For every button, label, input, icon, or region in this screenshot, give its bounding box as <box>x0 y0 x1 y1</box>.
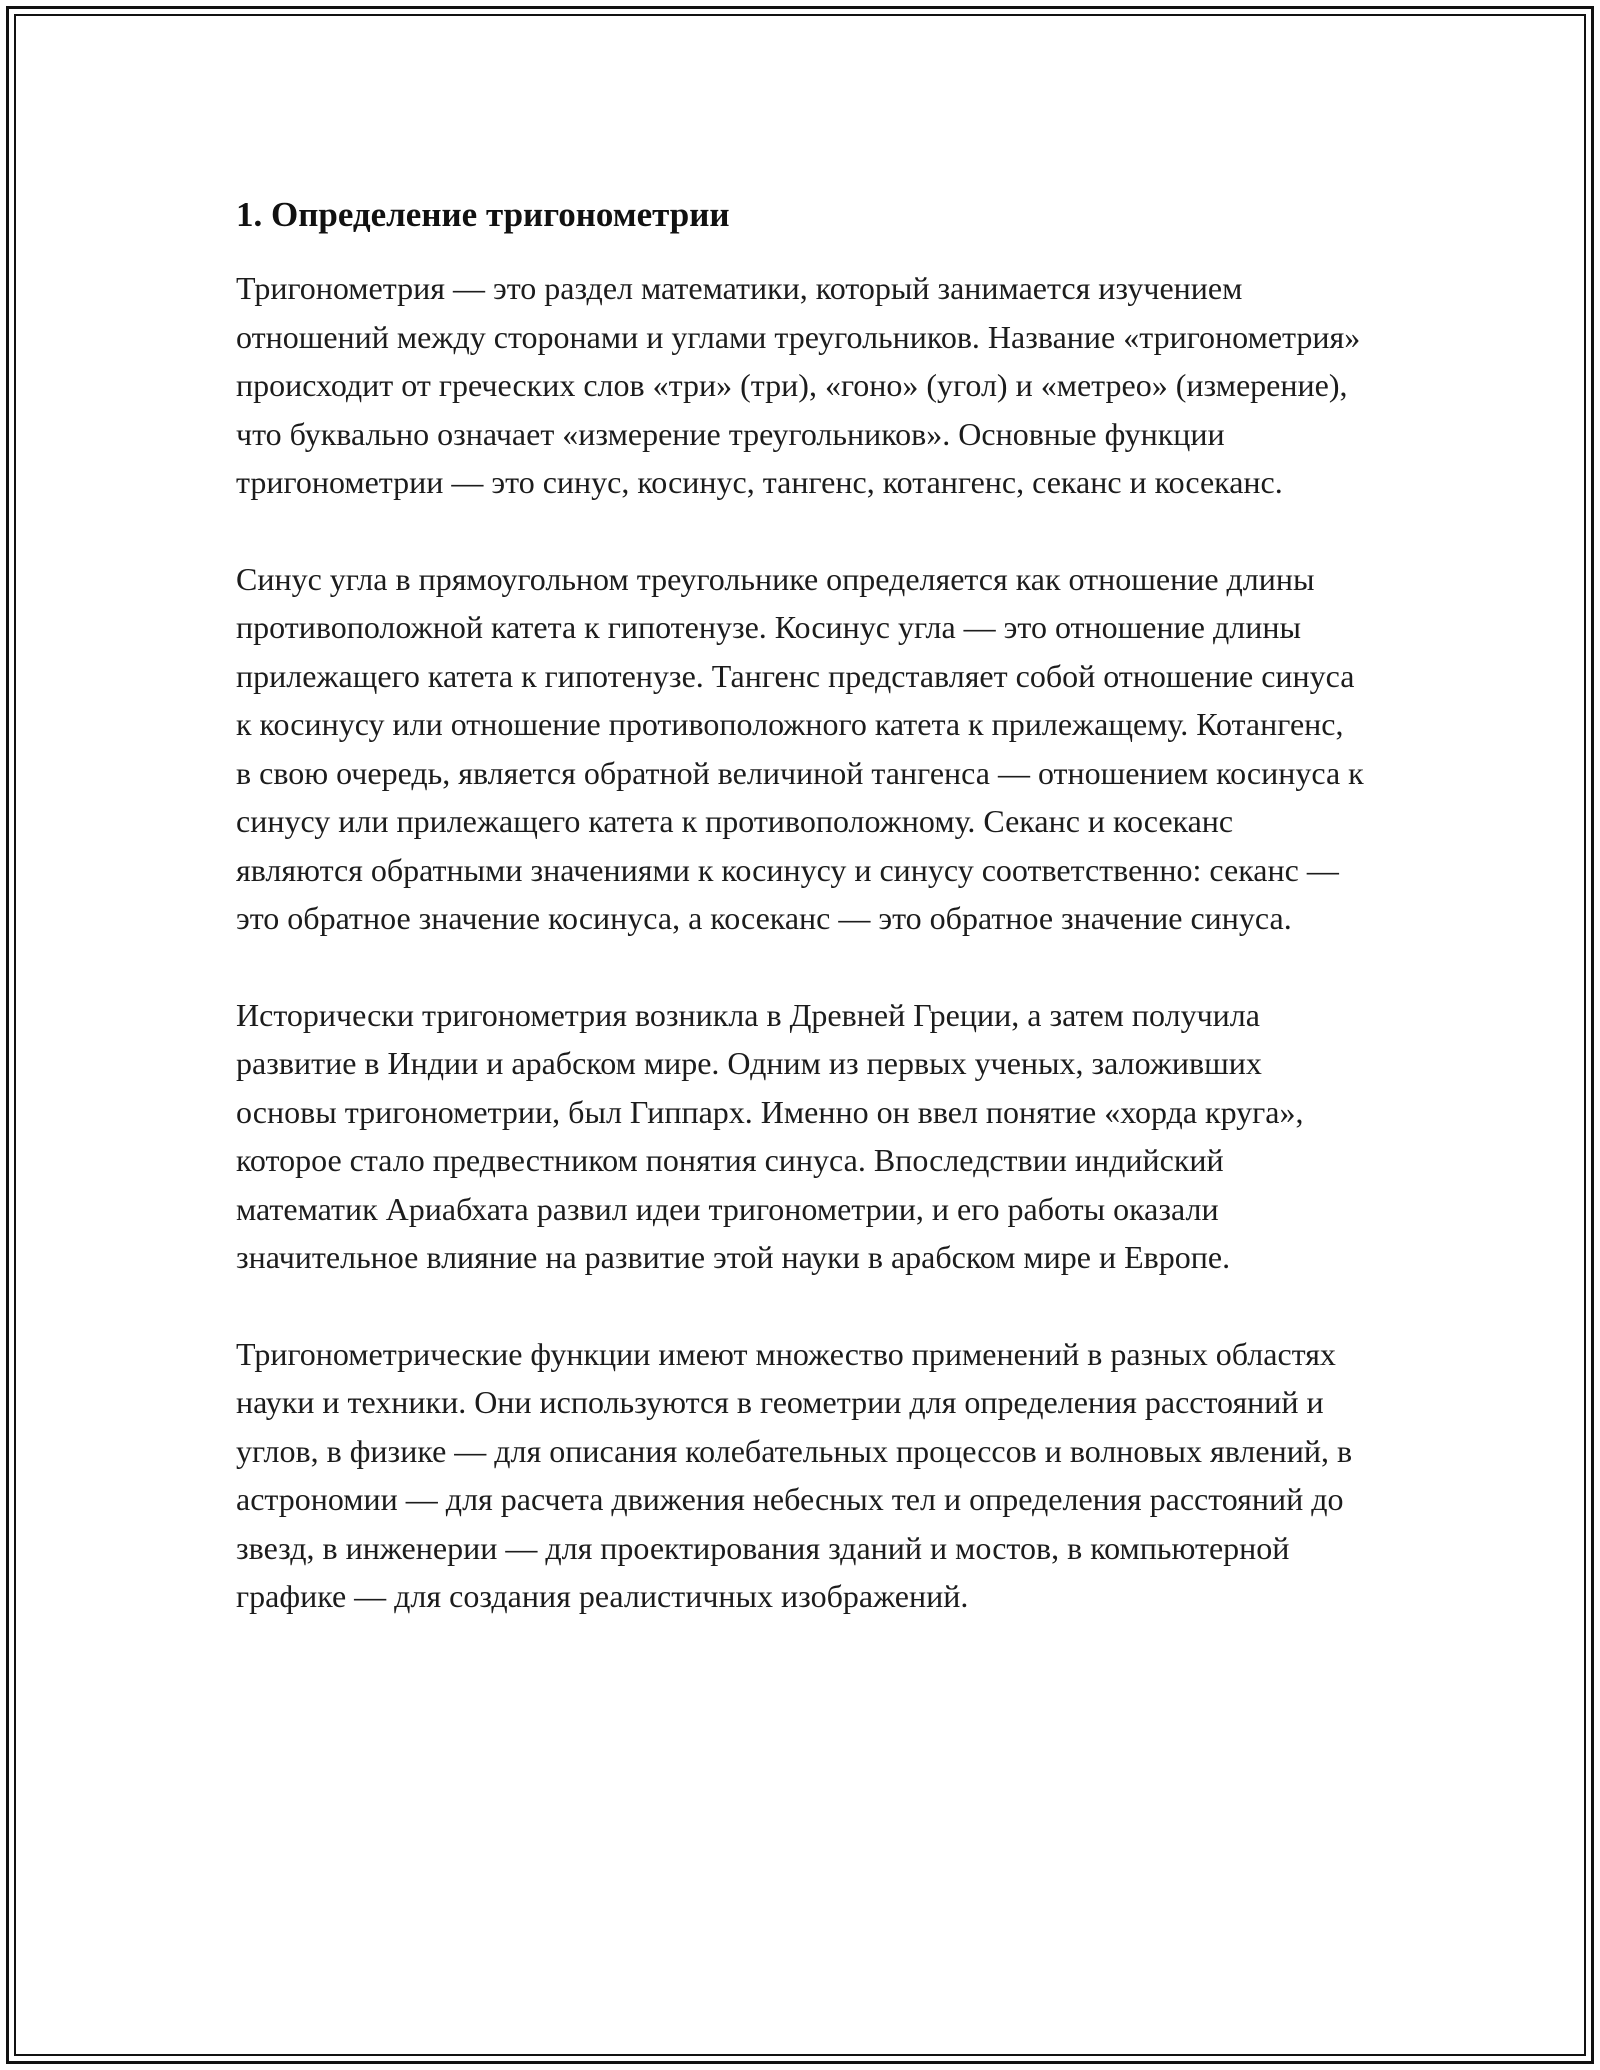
document-body <box>236 186 1366 1669</box>
section-heading: 1. Определение тригонометрии <box>236 195 730 234</box>
paragraph-definition: Тригонометрия — это раздел математики, который занимается изучением отношений между сторонами и углами треугольников. Название «тригонометрия» происходит от греческих слов «три» (три), «гоно» (угол) и «метрео» (измерение), что буквально означает «измерение треугольников». Основные функции тригонометрии — это синус, косинус, тангенс, котангенс, секанс и косеканс. <box>236 270 1361 500</box>
paragraph-applications: Тригонометрические функции имеют множество применений в разных областях науки и техники. Они используются в геометрии для определения расстояний и углов, в физике — для описания колебательных процессов и волновых явлений, в астрономии — для расчета движения небесных тел и определения расстояний до звезд, в инженерии — для проектирования зданий и мостов, в компьютерной графике — для создания реалистичных изображений. <box>236 1335 1353 1614</box>
paragraph-history: Исторически тригонометрия возникла в Древней Греции, а затем получила развитие в Индии и арабском мире. Одним из первых ученых, заложивших основы тригонометрии, был Гиппарх. Именно он ввел понятие «хорда круга», которое стало предвестником понятия синуса. Впоследствии индийский математик Ариабхата развил идеи тригонометрии, и его работы оказали значительное влияние на развитие этой науки в арабском мире и Европе. <box>236 996 1304 1275</box>
paragraph-functions: Синус угла в прямоугольном треугольнике определяется как отношение длины противоположной катета к гипотенузе. Косинус угла — это отношение длины прилежащего катета к гипотенузе. Тангенс представляет собой отношение синуса к косинусу или отношение противоположного катета к прилежащему. Котангенс, в свою очередь, является обратной величиной тангенса — отношением косинуса к синусу или прилежащего катета к противоположному. Секанс и косеканс являются обратными значениями к косинусу и синусу соответственно: секанс — это обратное значение косинуса, а косеканс — это обратное значение синуса. <box>236 560 1364 936</box>
